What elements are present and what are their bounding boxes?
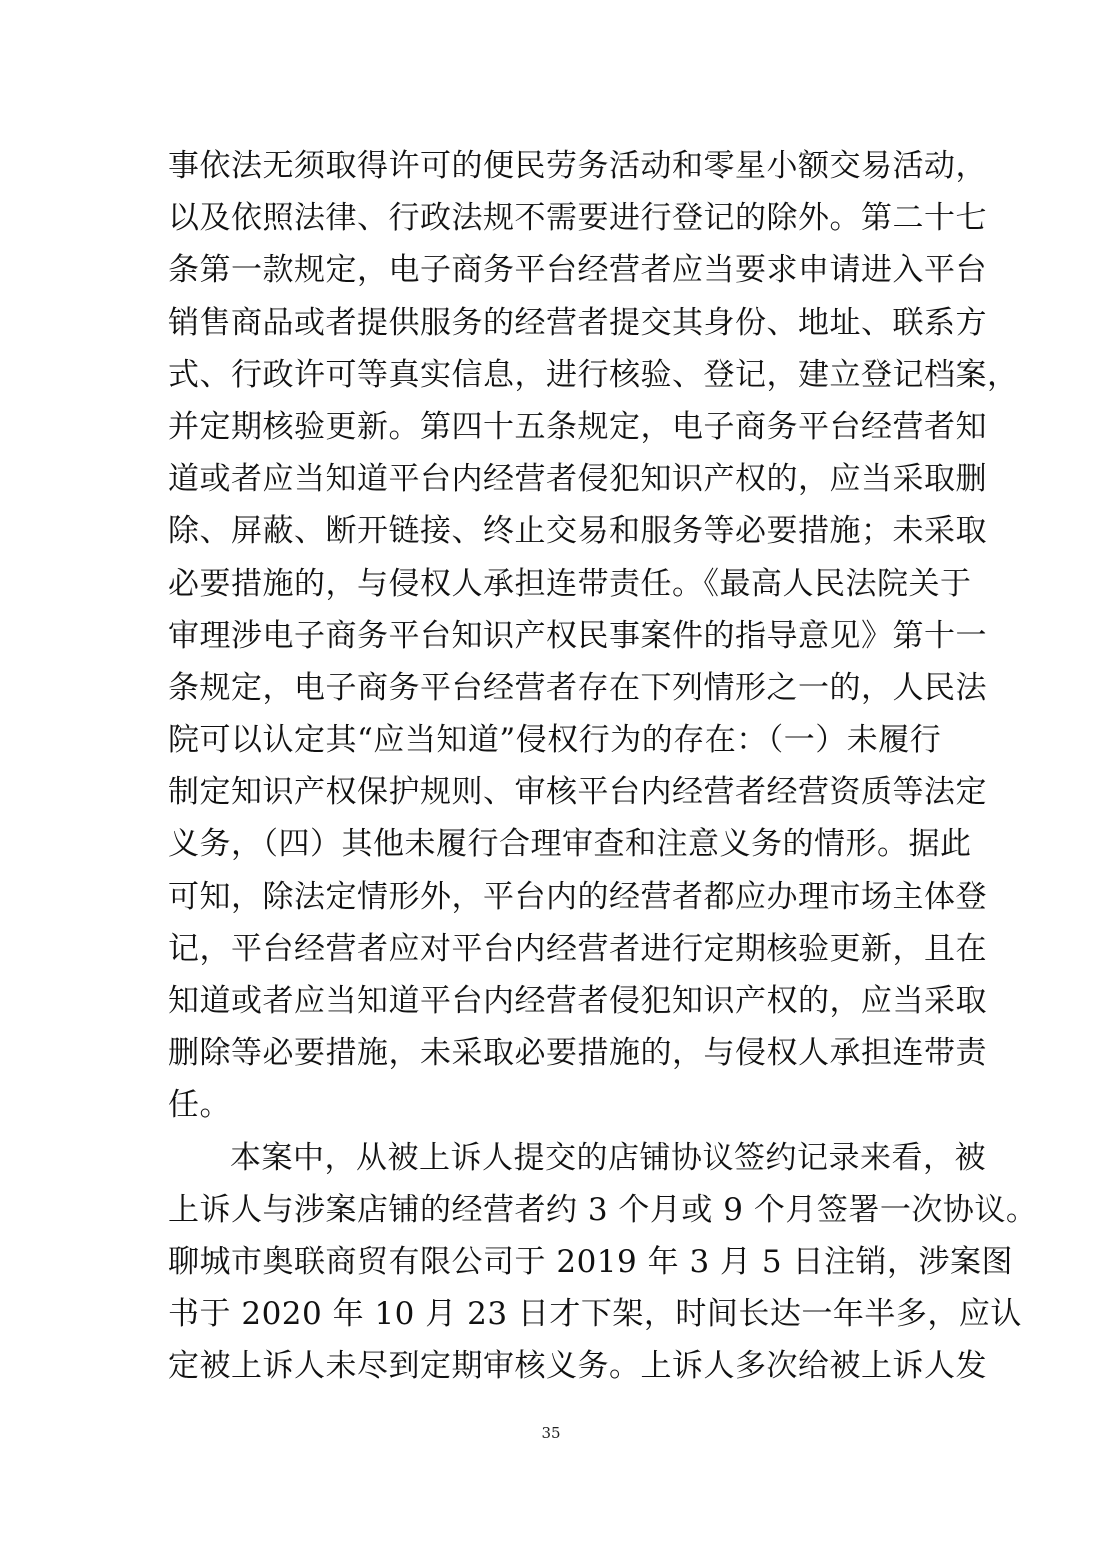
body-text xyxy=(168,140,1038,1393)
text-line: 条规定，电子商务平台经营者存在下列情形之一的，人民法 xyxy=(168,669,987,706)
page-number: 35 xyxy=(541,1424,561,1442)
text-line: 知道或者应当知道平台内经营者侵犯知识产权的，应当采取 xyxy=(168,983,987,1019)
text-line: 事依法无须取得许可的便民劳务活动和零星小额交易活动， xyxy=(168,148,987,184)
text-line: 院可以认定其“应当知道”侵权行为的存在：（一）未履行 xyxy=(168,722,942,759)
text-line: 并定期核验更新。第四十五条规定，电子商务平台经营者知 xyxy=(168,408,987,445)
text-line: 定被上诉人未尽到定期审核义务。上诉人多次给被上诉人发 xyxy=(168,1348,987,1385)
text-line: 义务，（四）其他未履行合理审查和注意义务的情形。据此 xyxy=(168,826,972,863)
text-line: 审理涉电子商务平台知识产权民事案件的指导意见》第十一 xyxy=(168,617,987,654)
text-line: 任。 xyxy=(168,1087,231,1124)
text-line: 式、行政许可等真实信息，进行核验、登记，建立登记档案， xyxy=(168,356,1019,393)
text-line: 上诉人与涉案店铺的经营者约 3 个月或 9 个月签署一次协议。 xyxy=(168,1191,1038,1228)
text-line: 除、屏蔽、断开链接、终止交易和服务等必要措施；未采取 xyxy=(168,513,987,550)
text-line: 删除等必要措施，未采取必要措施的，与侵权人承担连带责 xyxy=(168,1035,987,1072)
text-line: 以及依照法律、行政法规不需要进行登记的除外。第二十七 xyxy=(168,200,987,237)
text-line: 可知，除法定情形外，平台内的经营者都应办理市场主体登 xyxy=(168,878,987,915)
text-line: 聊城市奥联商贸有限公司于 2019 年 3 月 5 日注销，涉案图 xyxy=(168,1243,1013,1280)
text-line: 条第一款规定，电子商务平台经营者应当要求申请进入平台 xyxy=(168,252,987,289)
text-line-paragraph-start: 本案中，从被上诉人提交的店铺协议签约记录来看，被 xyxy=(230,1139,986,1176)
text-line: 制定知识产权保护规则、审核平台内经营者经营资质等法定 xyxy=(168,774,987,811)
text-line: 书于 2020 年 10 月 23 日才下架，时间长达一年半多，应认 xyxy=(168,1296,1022,1333)
text-line: 道或者应当知道平台内经营者侵犯知识产权的，应当采取删 xyxy=(168,461,987,498)
text-line: 必要措施的，与侵权人承担连带责任。《最高人民法院关于 xyxy=(168,565,972,602)
text-line: 销售商品或者提供服务的经营者提交其身份、地址、联系方 xyxy=(168,304,987,341)
text-line: 记，平台经营者应对平台内经营者进行定期核验更新，且在 xyxy=(168,930,987,967)
